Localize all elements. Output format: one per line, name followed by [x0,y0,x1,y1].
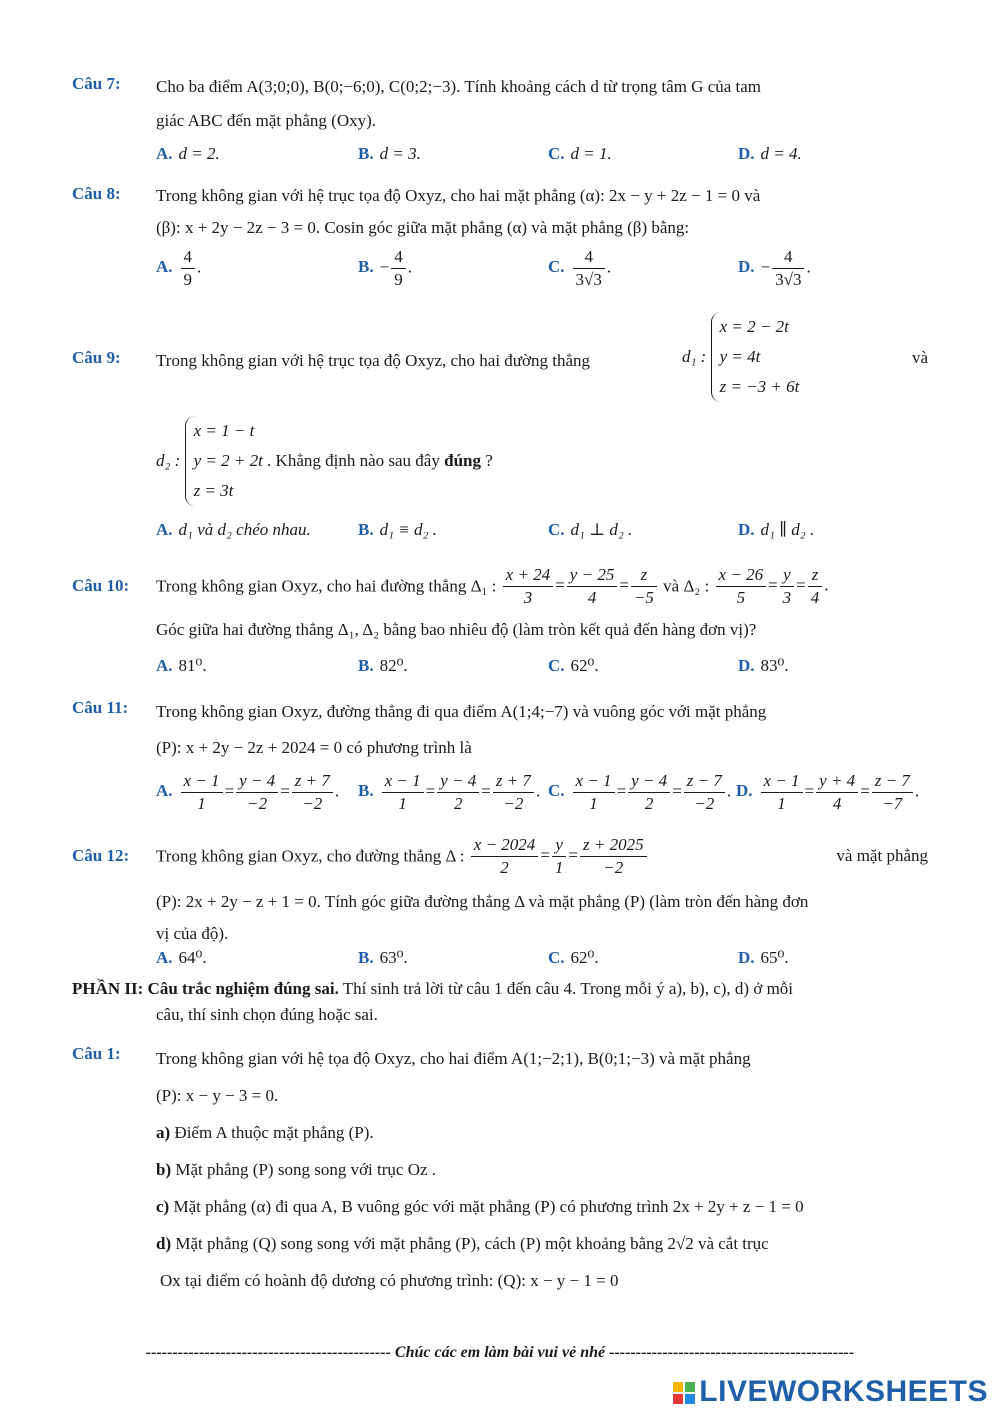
brand-logo: LIVEWORKSHEETS [673,1375,988,1409]
question-text: vị của độ). [156,924,229,943]
option-b[interactable]: B. 82⁰. [358,656,408,675]
footer-message: ---------------------------------------------- Chúc các em làm bài vui vẻ nhé ---------------------------------------------- [145,1344,855,1361]
question-text: Trong không gian Oxyz, cho hai đường thẳng Δ₁ : $\frac{x + 24}{3}$ = $\frac{y - 25}{4}$ = $\frac{z}{-5}$ và Δ₂ : $\frac{x - 26}{5}$ = $\frac{y}{3}$ = $\frac{z}{4}$ . [156,565,829,607]
question-text: Trong không gian Oxyz, cho đường thẳng Δ : $\frac{x - 2024}{2}$ = $\frac{y}{1}$ = $\frac{z + 2025}{-2}$ [156,834,649,879]
question-label: Câu 10: [72,576,130,595]
option-d[interactable]: D. 65⁰. [738,948,789,967]
option-a[interactable]: A. d = 2. [156,144,220,163]
statement-a[interactable]: a) Điểm A thuộc mặt phẳng (P). [156,1123,374,1142]
question-label: Câu 9: [72,348,121,367]
question-text: (P): x − y − 3 = 0. [156,1086,279,1105]
question-text: Trong không gian với hệ trục tọa độ Oxyz, cho hai mặt phẳng (α): 2x − y + 2z − 1 = 0 và [156,186,761,205]
option-b[interactable]: B. 63⁰. [358,948,408,967]
part-2-title: PHẦN II: Câu trắc nghiệm đúng sai. [72,979,339,998]
question-text: (β): x + 2y − 2z − 3 = 0. Cosin góc giữa mặt phẳng (α) và mặt phẳng (β) bằng: [156,218,690,237]
option-a[interactable]: A. 81⁰. [156,656,207,675]
option-c[interactable]: C. d₁ ⊥ d₂ . [548,520,633,539]
question-text: Góc giữa hai đường thẳng Δ₁, Δ₂ bằng bao nhiêu độ (làm tròn kết quả đến hàng đơn vị)? [156,620,757,639]
part-2-instructions: câu, thí sinh chọn đúng hoặc sai. [156,1005,378,1024]
option-c[interactable]: C. $\frac{4}{3√3}$ . [548,247,612,289]
question-label: Câu 11: [72,698,129,717]
option-d[interactable]: D. d = 4. [738,144,802,163]
statement-b[interactable]: b) Mặt phẳng (P) song song với trục Oz . [156,1160,437,1179]
line-d1: d₁ : x = 2 − 2t y = 4t z = −3 + 6t [682,312,799,402]
statement-d[interactable]: d) Mặt phẳng (Q) song song với mặt phẳng (P), cách (P) một khoảng bằng 2√2 và cắt trục [156,1234,769,1253]
option-a[interactable]: A. 64⁰. [156,948,207,967]
option-b[interactable]: B. $\frac{x - 1}{1}$ = $\frac{y - 4}{2}$ = $\frac{z + 7}{-2}$ . [358,771,541,813]
option-a[interactable]: A. $\frac{x - 1}{1}$ = $\frac{y - 4}{-2}$ = $\frac{z + 7}{-2}$ . [156,771,340,813]
option-d[interactable]: D. 83⁰. [738,656,789,675]
question-text: (P): x + 2y − 2z + 2024 = 0 có phương trình là [156,738,472,757]
option-d[interactable]: D. − $\frac{4}{3√3}$ . [738,247,811,289]
option-c[interactable]: C. 62⁰. [548,948,599,967]
question-label: Câu 12: [72,846,130,865]
option-b[interactable]: B. − $\frac{4}{9}$ . [358,247,412,289]
question-text: Trong không gian với hệ trục tọa độ Oxyz, cho hai đường thẳng [156,351,591,370]
question-text: giác ABC đến mặt phẳng (Oxy). [156,111,377,130]
question-label: Câu 8: [72,184,121,203]
statement-c[interactable]: c) Mặt phẳng (α) đi qua A, B vuông góc với mặt phẳng (P) có phương trình 2x + 2y + z − 1 = 0 [156,1197,804,1216]
question-label: Câu 1: [72,1044,121,1063]
question-label: Câu 7: [72,74,121,93]
and-text: và [911,348,928,367]
line-d2: d₂ : x = 1 − t y = 2 + 2t z = 3t . Khẳng định nào sau đây đúng ? [156,416,493,506]
part-2-instructions: Thí sinh trả lời từ câu 1 đến câu 4. Trong mỗi ý a), b), c), d) ở mỗi [338,979,794,998]
option-b[interactable]: B. d₁ ≡ d₂ . [358,520,437,539]
question-text: và mặt phẳng [836,846,928,865]
option-d[interactable]: D. d₁ ∥ d₂ . [738,520,815,539]
option-c[interactable]: C. $\frac{x - 1}{1}$ = $\frac{y - 4}{2}$ = $\frac{z - 7}{-2}$ . [548,771,732,813]
liveworksheets-icon [673,1382,695,1404]
option-d[interactable]: D. $\frac{x - 1}{1}$ = $\frac{y + 4}{4}$ = $\frac{z - 7}{-7}$ . [736,771,920,813]
question-text: Cho ba điểm A(3;0;0), B(0;−6;0), C(0;2;−3). Tính khoảng cách d từ trọng tâm G của tam [156,77,762,96]
statement-d-continued: Ox tại điểm có hoành độ dương có phương trình: (Q): x − y − 1 = 0 [160,1271,619,1290]
part-2-header [72,976,928,1028]
option-c[interactable]: C. d = 1. [548,144,612,163]
option-a[interactable]: A. $\frac{4}{9}$ . [156,247,202,289]
option-b[interactable]: B. d = 3. [358,144,421,163]
question-text: (P): 2x + 2y − z + 1 = 0. Tính góc giữa đường thẳng Δ và mặt phẳng (P) (làm tròn đến hàng đơn [156,892,809,911]
question-text: Trong không gian với hệ tọa độ Oxyz, cho hai điểm A(1;−2;1), B(0;1;−3) và mặt phẳng [156,1049,751,1068]
option-c[interactable]: C. 62⁰. [548,656,599,675]
question-text: Trong không gian Oxyz, đường thẳng đi qua điểm A(1;4;−7) và vuông góc với mặt phẳng [156,702,767,721]
option-a[interactable]: A. d₁ và d₂ chéo nhau. [156,520,311,539]
